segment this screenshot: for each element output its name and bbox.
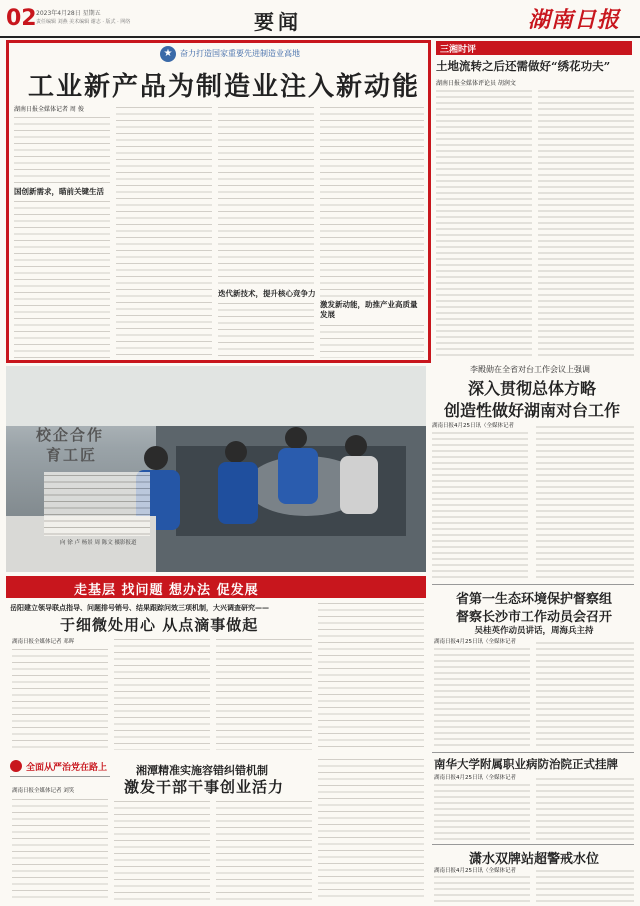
lead-col-4b	[320, 322, 424, 358]
star-emblem-icon: ★	[160, 46, 176, 62]
hospital-col-2	[536, 776, 634, 840]
party-col-4	[318, 756, 424, 900]
inspection-col-2	[536, 640, 634, 750]
fine-work-col-1	[12, 646, 108, 750]
party-col-3	[216, 798, 312, 900]
lead-byline: 湖南日报全媒体记者 周 俊	[14, 106, 84, 113]
campaign-banner-text: 走基层 找问题 想办法 促发展	[74, 583, 259, 598]
hospital-headline: 南华大学附属职业病防治院正式挂牌	[434, 757, 618, 771]
taiwan-kicker: 李殿勋在全省对台工作会议上强调	[470, 365, 590, 374]
taiwan-col-1	[432, 430, 528, 578]
photo-credit: 向 徐 卢 杨景 周 陈文 摄影报道	[60, 540, 137, 546]
commentary-tag-label: 三湘时评	[440, 45, 477, 55]
commentary-col-2	[538, 88, 634, 360]
lead-subhead-2: 迭代新技术，提升核心竞争力	[218, 289, 316, 298]
hospital-top-rule	[432, 752, 634, 753]
party-col-1	[12, 796, 108, 900]
fine-work-byline: 湖南日报全媒体记者 邓晖	[12, 639, 75, 645]
flood-headline: 潇水双牌站超警戒水位	[468, 852, 599, 867]
hospital-byline: 湖南日报4月25日讯（全媒体记者	[434, 775, 516, 781]
taiwan-headline-2: 创造性做好湖南对台工作	[443, 401, 620, 420]
header-rule	[0, 36, 640, 38]
inspection-headline-1: 省第一生态环境保护督察组	[455, 592, 612, 607]
inspection-subhead: 吴桂英作动员讲话，周海兵主持	[474, 626, 594, 636]
lead-col-1b	[14, 198, 110, 358]
lead-headline: 工业新产品为制造业注入新动能	[28, 72, 421, 102]
commentary-tag	[436, 41, 632, 55]
flood-byline: 湖南日报4月25日讯（全媒体记者	[434, 868, 516, 874]
page-number: 02	[6, 6, 37, 31]
inspection-byline: 湖南日报4月25日讯（全媒体记者	[434, 639, 516, 645]
lead-col-3a	[218, 104, 314, 284]
taiwan-col-2	[536, 424, 634, 578]
inspection-col-1	[434, 646, 530, 750]
lead-col-4a	[320, 104, 424, 298]
photo-title-2: 育工匠	[46, 446, 98, 464]
party-headline-2: 激发干部干事创业活力	[124, 778, 285, 796]
lead-col-1	[14, 114, 110, 184]
lead-col-3b	[218, 300, 314, 358]
party-byline: 湖南日报全媒体记者 刘笑	[12, 788, 75, 794]
party-tag-label: 全面从严治党在路上	[26, 763, 108, 773]
lead-col-2	[116, 104, 212, 358]
edition-line: 责任编辑 刘燕 美术编辑 谢志 · 版式 · 网络	[36, 19, 131, 25]
taiwan-byline: 湖南日报4月25日讯（全媒体记者	[432, 423, 514, 429]
party-col-2	[114, 798, 210, 900]
masthead-logo: 湖南日报	[528, 7, 621, 33]
inspection-top-rule	[432, 584, 634, 585]
fine-work-kicker: 岳阳建立领导联点指导、问题排号销号、结果跟踪问效三项机制，大兴调查研究——	[10, 604, 269, 612]
photo-caption-text	[44, 472, 150, 536]
party-headline-1: 湘潭精准实施容错纠错机制	[136, 764, 268, 777]
fine-work-col-3	[216, 636, 312, 750]
party-emblem-icon	[10, 760, 22, 772]
fine-work-headline: 于细微处用心 从点滴事做起	[60, 616, 259, 634]
taiwan-headline-1: 深入贯彻总体方略	[467, 379, 596, 398]
fine-work-col-4	[318, 600, 424, 750]
date-line: 2023年4月28日 星期五	[36, 10, 101, 17]
lead-subhead-1: 国创新需求，瞄前关键生活	[14, 187, 104, 196]
commentary-headline: 土地流转之后还需做好“绣花功夫”	[436, 59, 611, 73]
party-tag-rule	[10, 776, 110, 777]
inspection-headline-2: 督察长沙市工作动员会召开	[455, 610, 612, 625]
commentary-col-1	[436, 88, 532, 360]
flood-col-2	[536, 868, 634, 902]
photo-title-1: 校企合作	[36, 426, 105, 444]
hospital-col-1	[434, 782, 530, 840]
commentary-byline: 湖南日报全媒体评论员 胡润文	[436, 80, 516, 87]
fine-work-col-2	[114, 636, 210, 750]
section-title: 要闻	[254, 10, 302, 34]
lead-kicker: 奋力打造国家重要先进制造业高地	[180, 49, 300, 58]
flood-top-rule	[432, 844, 634, 845]
lead-subhead-3: 激发新动能，助推产业高质量发展	[320, 300, 418, 319]
flood-col-1	[434, 874, 530, 902]
campaign-banner	[6, 576, 426, 598]
page-header	[0, 0, 640, 40]
